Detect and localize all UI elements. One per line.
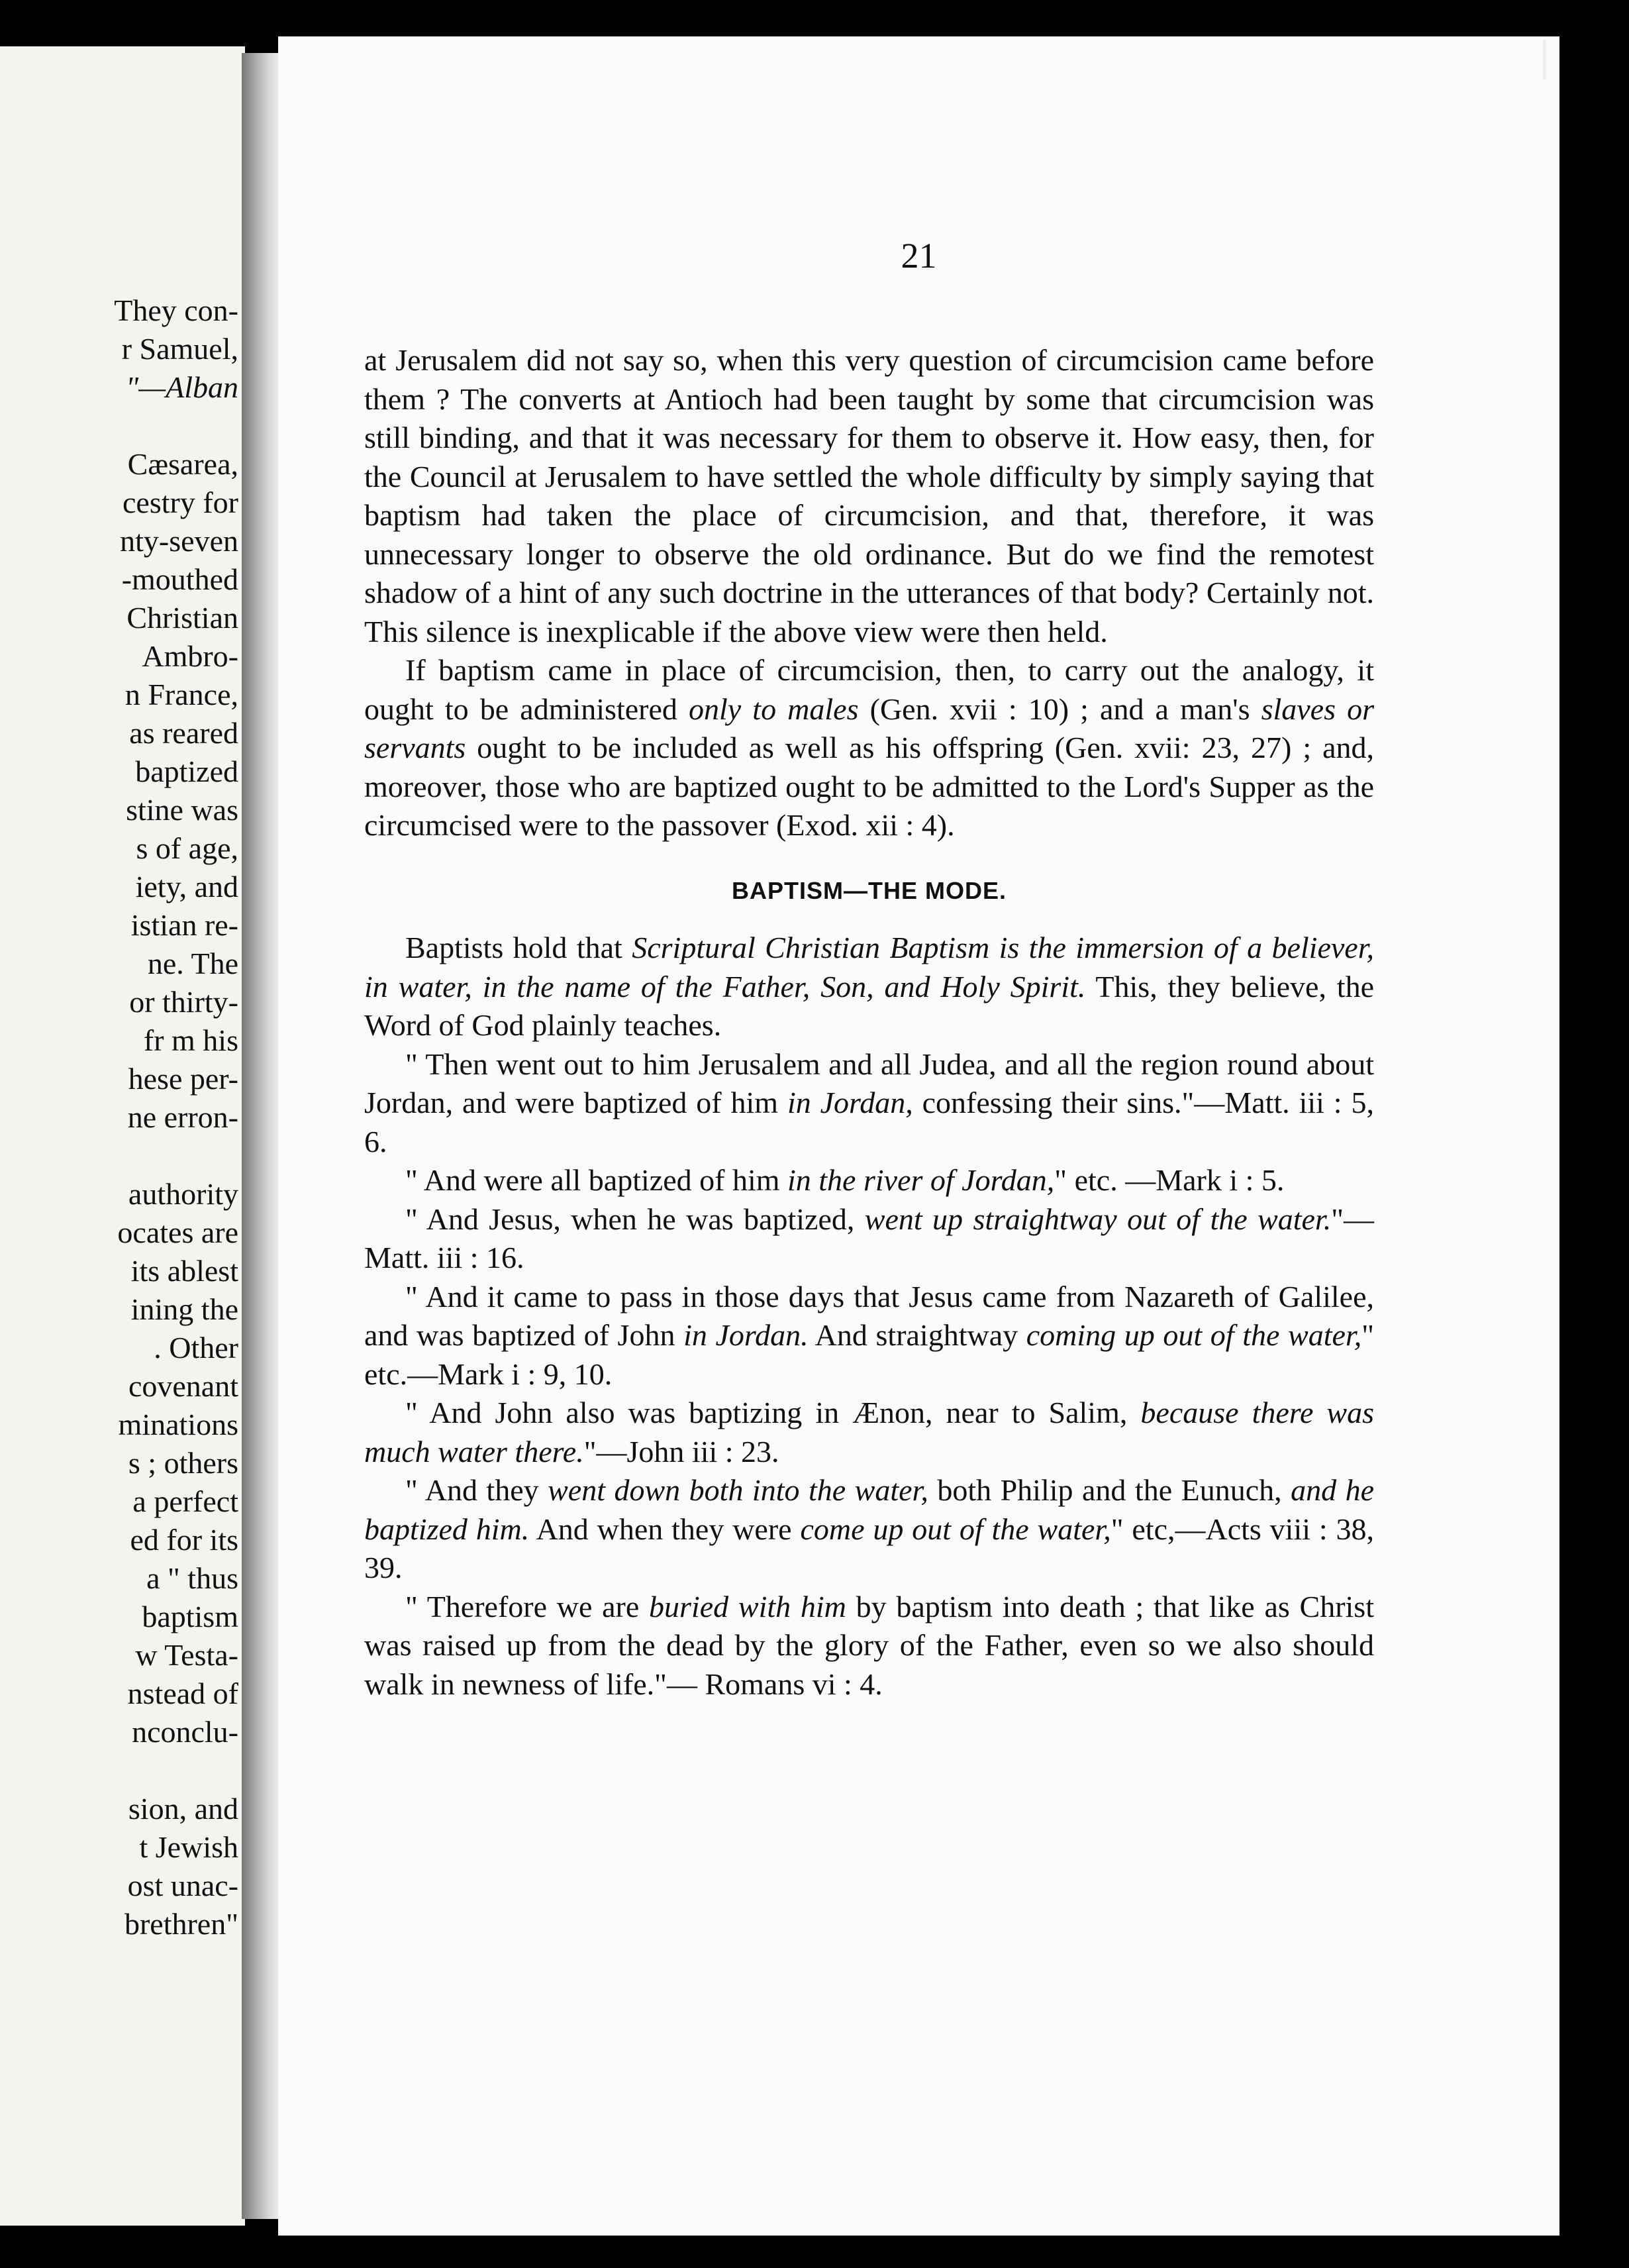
facing-page-line: or thirty- bbox=[129, 985, 238, 1019]
facing-page-line: baptized bbox=[135, 754, 238, 788]
scripture-quote: " And it came to pass in those days that Jesus came from Nazareth of Galilee, and was baptized of John in Jordan. And straightway coming up out of the water," etc.—Mark i : 9, 10. bbox=[364, 1279, 1374, 1391]
facing-page-line: baptism bbox=[142, 1600, 238, 1633]
facing-page-line: w Testa- bbox=[135, 1638, 238, 1672]
paragraph: Baptists hold that Scriptural Christian Baptism is the immersion of a believer, in water, in the name of the Father, Son, and Holy Spirit. This, they believe, the Word of God plainly teaches. bbox=[364, 931, 1375, 1042]
scripture-quote: " And Jesus, when he was baptized, went up straightway out of the water."—Matt. iii : 16. bbox=[364, 1202, 1375, 1274]
facing-page-line: Cæsarea, bbox=[127, 447, 238, 481]
facing-page-line: Christian bbox=[126, 601, 238, 635]
page-number: 21 bbox=[901, 236, 937, 276]
facing-page-line: sion, and bbox=[128, 1792, 238, 1826]
page-edge-mark bbox=[1543, 40, 1573, 79]
scripture-quote: " Therefore we are buried with him by baptism into death ; that like as Christ was raised up from the dead by the glory of the Father, even so we also should walk in newness of life."— Romans vi : 4. bbox=[364, 1589, 1374, 1701]
facing-page-line: ne erron- bbox=[127, 1100, 238, 1134]
facing-page-line: ed for its bbox=[130, 1523, 238, 1557]
facing-page-line: authority bbox=[128, 1177, 238, 1211]
facing-page-line: brethren" bbox=[124, 1907, 238, 1941]
facing-page-line: covenant bbox=[128, 1369, 238, 1403]
facing-page-line: -mouthed bbox=[121, 562, 238, 596]
book-gutter bbox=[242, 53, 281, 2219]
facing-page-line: "—Alban bbox=[125, 370, 238, 404]
facing-page-line: ne. The bbox=[147, 947, 238, 980]
book-page bbox=[278, 36, 1559, 2236]
page-body bbox=[364, 341, 1374, 1704]
facing-page-line: nty-seven bbox=[120, 524, 238, 558]
facing-page-line: stine was bbox=[126, 793, 238, 827]
facing-page-line: nconclu- bbox=[132, 1715, 238, 1749]
facing-page-line: a " thus bbox=[146, 1561, 238, 1595]
facing-page-line: nstead of bbox=[127, 1676, 238, 1710]
scripture-quote: " Then went out to him Jerusalem and all Judea, and all the region round about Jordan, and were baptized of him in Jordan, confessing their sins."—Matt. iii : 5, 6. bbox=[364, 1047, 1374, 1159]
facing-page-line: istian re- bbox=[130, 908, 238, 942]
paragraph: at Jerusalem did not say so, when this very question of circumcision came before them ? The converts at Antioch had been taught by some that circumcision was still binding, and that it was necessary for them to observe it. How easy, then, for the Council at Jerusalem to have settled the whole difficulty by simply saying that baptism had taken the place of circumcision, and that, therefore, it was unnecessary longer to observe the old ordinance. But do we find the remotest shadow of a hint of any such doctrine in the utterances of that body? Certainly not. This silence is inexplicable if the above view were then held. bbox=[364, 343, 1374, 648]
facing-page-line: n France, bbox=[124, 678, 238, 711]
facing-page-line: t Jewish bbox=[139, 1830, 238, 1864]
facing-page-line: ost unac- bbox=[127, 1869, 238, 1902]
facing-page-line: iety, and bbox=[135, 870, 238, 903]
scripture-quote: " And were all baptized of him in the river of Jordan," etc. —Mark i : 5. bbox=[405, 1163, 1285, 1197]
facing-page-line: a perfect bbox=[132, 1484, 238, 1518]
facing-page-line: s ; others bbox=[128, 1446, 238, 1480]
facing-page-line: Ambro- bbox=[142, 639, 238, 673]
facing-page-line: its ablest bbox=[130, 1254, 238, 1288]
facing-page-line: s of age, bbox=[136, 831, 238, 865]
facing-page-line: They con- bbox=[114, 293, 238, 327]
facing-page-line: hese per- bbox=[128, 1062, 238, 1096]
scripture-quote: " And John also was baptizing in Ænon, near to Salim, because there was much water there."—John iii : 23. bbox=[364, 1396, 1374, 1469]
scripture-quote: " And they went down both into the water, both Philip and the Eunuch, and he baptized him. And when they were come up out of the water," etc,—Acts viii : 38, 39. bbox=[364, 1473, 1375, 1584]
paragraph: If baptism came in place of circumcision, then, to carry out the analogy, it ought to be administered only to males (Gen. xvii : 10) ; and a man's slaves or servants ought to be included as well as his offspring (Gen. xvii: 23, 27) ; and, moreover, those who are baptized ought to be admitted to the Lord's Supper as the circumcised were to the passover (Exod. xii : 4). bbox=[364, 653, 1375, 842]
facing-page-line: as reared bbox=[129, 716, 238, 750]
facing-page-line: minations bbox=[118, 1408, 238, 1441]
facing-page-line: ocates are bbox=[117, 1215, 238, 1249]
facing-page-line: ining the bbox=[130, 1292, 238, 1326]
facing-page-line: cestry for bbox=[123, 486, 238, 519]
facing-page-line: fr m his bbox=[143, 1023, 238, 1057]
section-heading: BAPTISM—THE MODE. bbox=[731, 876, 1007, 904]
facing-page-fragment bbox=[0, 46, 245, 2226]
facing-page-line: . Other bbox=[154, 1331, 238, 1365]
facing-page-line: r Samuel, bbox=[121, 332, 238, 366]
